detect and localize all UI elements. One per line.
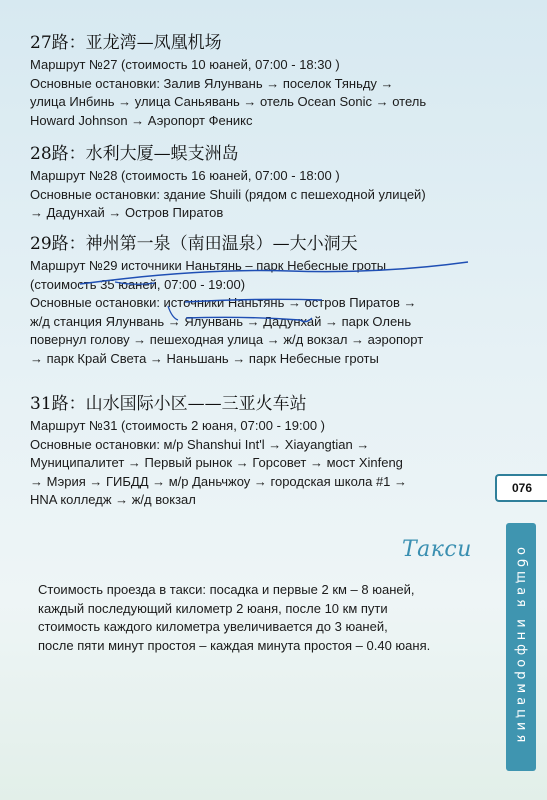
taxi-line: Стоимость проезда в такси: посадка и первые 2 км – 8 юаней, bbox=[38, 582, 415, 597]
route-stops-line: повернул голову → пешеходная улица → ж/д вокзал → аэропорт bbox=[30, 332, 424, 347]
route-info-line: (стоимость 35 юаней, 07:00 - 19:00) bbox=[30, 276, 246, 292]
route-title: 29路：神州第一泉（南田温泉）—大小洞天 bbox=[30, 234, 358, 254]
route-title: 27路：亚龙湾—凤凰机场 bbox=[30, 33, 222, 53]
route-stops-line: Основные остановки: здание Shuili (рядом с пешеходной улицей) bbox=[30, 186, 426, 202]
route-stops-line: HNA колледж → ж/д вокзал bbox=[30, 492, 196, 507]
route-stops-line: Howard Johnson → Аэропорт Феникс bbox=[30, 112, 253, 128]
route-info-line: Маршрут №31 (стоимость 2 юаня, 07:00 - 19:00 ) bbox=[30, 418, 325, 433]
taxi-line: стоимость каждого километра увеличивается до 3 юаней, bbox=[38, 619, 388, 634]
route-info-line: Маршрут №27 (стоимость 10 юаней, 07:00 - 18:30 ) bbox=[30, 57, 340, 72]
taxi-line: каждый последующий километр 2 юаня, после 10 км пути bbox=[38, 600, 388, 616]
section-label: общая информация bbox=[513, 547, 529, 747]
route-title: 28路：水利大厦—蜈支洲岛 bbox=[30, 144, 239, 164]
taxi-paragraph bbox=[38, 581, 488, 655]
route-stops-line: Основные остановки: источники Наньтянь → остров Пиратов → bbox=[30, 295, 417, 310]
route-stops-line: улица Инбинь → улица Саньявань → отель Ocean Sonic → отель bbox=[30, 94, 427, 109]
route-stops-line: Основные остановки: Залив Ялунвань → поселок Тяньду → bbox=[30, 75, 394, 91]
route-stops-line: ж/д станция Ялунвань → Ялунвань → Дадунхай → парк Олень bbox=[30, 313, 412, 329]
route-stops-line: Муниципалитет → Первый рынок → Горсовет → мост Xinfeng bbox=[30, 455, 403, 470]
taxi-line: после пяти минут простоя – каждая минута простоя – 0.40 юаня. bbox=[38, 637, 431, 653]
route-stops-line: Основные остановки: м/р Shanshui Int'l → Xiayangtian → bbox=[30, 436, 370, 452]
route-27-block bbox=[30, 32, 500, 130]
route-stops-line: → парк Край Света → Наньшань → парк Небесные гроты bbox=[30, 350, 379, 366]
route-title: 31路：山水国际小区——三亚火车站 bbox=[30, 394, 307, 414]
route-31-block bbox=[30, 393, 500, 510]
route-stops-line: → Мэрия → ГИБДД → м/р Даньчжоу → городская школа #1 → bbox=[30, 473, 408, 489]
route-stops-line: → Дадунхай → Остров Пиратов bbox=[30, 205, 224, 220]
route-28-block bbox=[30, 143, 500, 223]
section-side-tab bbox=[506, 523, 536, 771]
page-number-tab: 076 bbox=[495, 474, 547, 502]
taxi-heading: Такси bbox=[402, 537, 472, 562]
route-info-line: Маршрут №29 источники Наньтянь – парк Небесные гроты bbox=[30, 258, 387, 273]
route-29-block bbox=[30, 233, 500, 368]
route-info-line: Маршрут №28 (стоимость 16 юаней, 07:00 - 18:00 ) bbox=[30, 168, 340, 183]
